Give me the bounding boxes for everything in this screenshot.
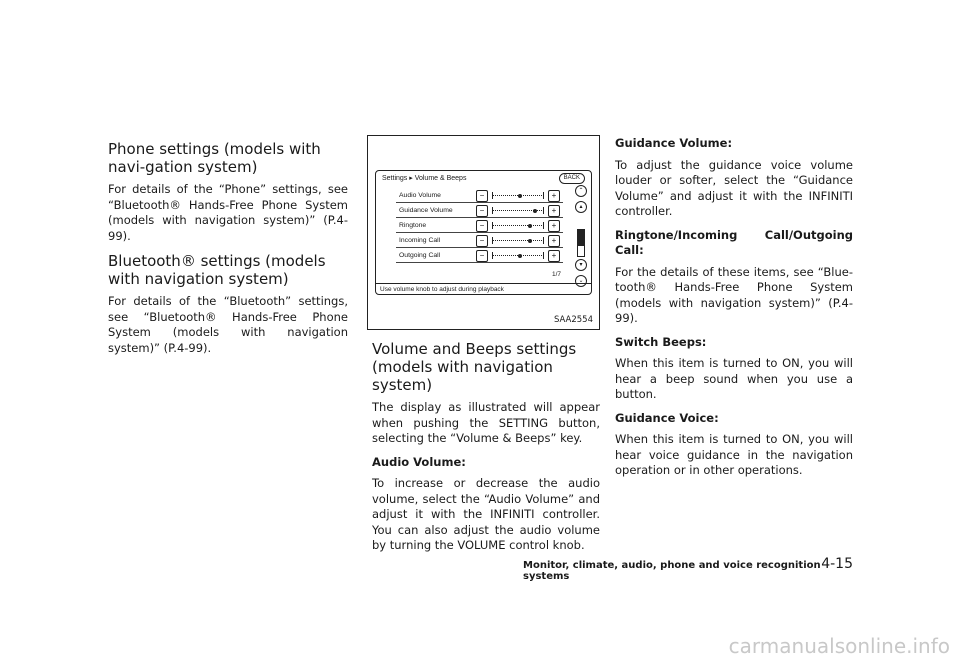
plus-button[interactable]: + (548, 205, 560, 217)
page-number: 4-15 (821, 556, 853, 572)
ringtone-text: For the details of these items, see “Blue-tooth® Hands-Free Phone System (models with navigation system)” (P.4-99). (615, 264, 853, 325)
plus-button[interactable]: + (548, 220, 560, 232)
volume-beeps-figure (367, 135, 600, 330)
phone-settings-heading: Phone settings (models with navi-gation system) (108, 140, 321, 176)
volume-slider[interactable] (492, 255, 544, 256)
setting-row[interactable] (396, 219, 563, 233)
back-button[interactable]: BACK (559, 173, 585, 184)
slider-knob[interactable] (528, 239, 532, 243)
right-column (615, 136, 853, 487)
volume-beeps-intro: The display as illustrated will appear when pushing the SETTING button, selecting the “Volume & Beeps” key. (372, 400, 600, 445)
volume-slider[interactable] (492, 240, 544, 241)
minus-button[interactable]: − (476, 190, 488, 202)
slider-knob[interactable] (528, 224, 532, 228)
minus-button[interactable]: − (476, 250, 488, 262)
down-arrow-icon[interactable]: ⌄ (575, 275, 587, 287)
switch-beeps-text: When this item is turned to ON, you will hear a beep sound when you use a button. (615, 356, 853, 401)
slider-knob[interactable] (533, 209, 537, 213)
setting-label: Guidance Volume (399, 207, 453, 214)
slider-knob[interactable] (518, 254, 522, 258)
scrollbar[interactable] (577, 229, 585, 257)
ringtone-subheading: Ringtone/Incoming Call/Outgoing Call: (615, 227, 853, 257)
switch-beeps-subheading: Switch Beeps: (615, 334, 707, 349)
setting-row[interactable] (396, 204, 563, 218)
guidance-volume-subheading: Guidance Volume: (615, 136, 733, 150)
page-footer (523, 556, 853, 582)
audio-volume-subheading: Audio Volume: (372, 454, 466, 469)
guidance-voice-text: When this item is turned to ON, you will hear voice guidance in the navigation operation or in other operations. (615, 432, 853, 477)
setting-row[interactable] (396, 249, 563, 263)
volume-slider[interactable] (492, 195, 544, 196)
scroll-down-icon[interactable]: ▾ (575, 259, 587, 271)
page-indicator: 1/7 (551, 271, 561, 278)
setting-row[interactable] (396, 189, 563, 203)
middle-column (372, 340, 600, 562)
volume-slider[interactable] (492, 210, 544, 211)
plus-button[interactable]: + (548, 235, 560, 247)
left-column (108, 140, 348, 364)
footer-section-title: Monitor, climate, audio, phone and voice recognition systems (523, 560, 821, 582)
plus-button[interactable]: + (548, 190, 560, 202)
guidance-volume-text: To adjust the guidance voice volume louder or softer, select the “Guidance Volume” and adjust it with the INFINITI controller. (615, 157, 853, 218)
watermark: carmanualsonline.info (728, 634, 950, 658)
setting-label: Outgoing Call (399, 252, 441, 259)
hint-text: Use volume knob to adjust during playback (376, 283, 591, 294)
minus-button[interactable]: − (476, 235, 488, 247)
audio-volume-text: To increase or decrease the audio volume, select the “Audio Volume” and adjust it with the INFINITI controller. You can also adjust the audio volume by turning the VOLUME control knob. (372, 476, 600, 552)
volume-slider[interactable] (492, 225, 544, 226)
bluetooth-settings-text: For details of the “Bluetooth” settings, see “Bluetooth® Hands-Free Phone System (models with navigation system)” (P.4-99). (108, 294, 348, 355)
breadcrumb: Settings ▸ Volume & Beeps (382, 175, 467, 182)
setting-label: Incoming Call (399, 237, 441, 244)
setting-label: Audio Volume (399, 192, 441, 199)
up-arrow-icon[interactable]: ⌃ (575, 185, 587, 197)
volume-beeps-heading: Volume and Beeps settings (models with navigation system) (372, 340, 577, 394)
guidance-voice-subheading: Guidance Voice: (615, 410, 719, 425)
settings-screen (375, 170, 592, 295)
slider-knob[interactable] (518, 194, 522, 198)
minus-button[interactable]: − (476, 220, 488, 232)
setting-row[interactable] (396, 234, 563, 248)
setting-label: Ringtone (399, 222, 427, 229)
figure-code: SAA2554 (553, 315, 593, 325)
plus-button[interactable]: + (548, 250, 560, 262)
minus-button[interactable]: − (476, 205, 488, 217)
bluetooth-settings-heading: Bluetooth® settings (models with navigation system) (108, 252, 326, 288)
phone-settings-text: For details of the “Phone” settings, see “Bluetooth® Hands-Free Phone System (models with navigation system)” (P.4-99). (108, 182, 348, 243)
scroll-up-icon[interactable]: ▴ (575, 201, 587, 213)
